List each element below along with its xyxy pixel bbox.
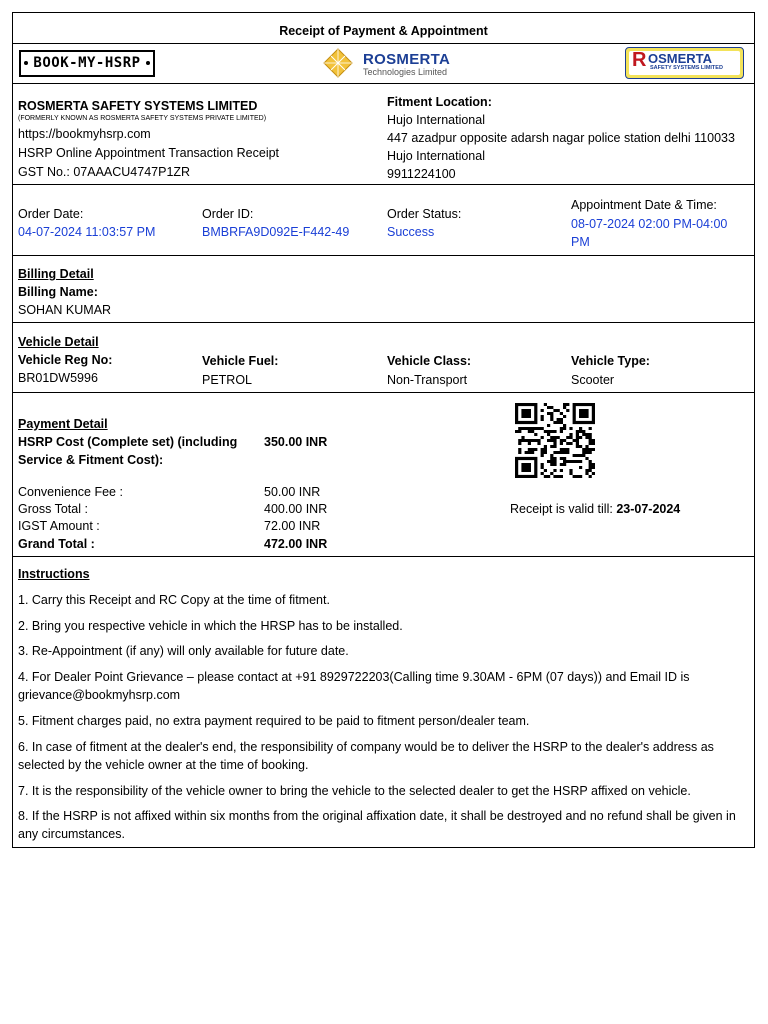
receipt-validity [510, 502, 680, 516]
instruction-item: 1. Carry this Receipt and RC Copy at the time of fitment. [18, 593, 330, 607]
billing-name-value: SOHAN KUMAR [18, 303, 112, 317]
order-date-value: 04-07-2024 11:03:57 PM [18, 225, 156, 239]
instruction-item: 6. In case of fitment at the dealer's end, the responsibility of company would be to deliver the HSRP to the dealer's address as selected by the vehicle owner at the time of booking. [18, 740, 714, 772]
vehicle-fuel-label: Vehicle Fuel: [202, 354, 279, 368]
fitment-name-2: Hujo International [387, 149, 485, 163]
order-id-value: BMBRFA9D092E-F442-49 [202, 225, 350, 239]
instructions-heading: Instructions [18, 567, 90, 581]
logo-bar [13, 44, 754, 84]
appointment-label: Appointment Date & Time: [571, 198, 717, 212]
rosmerta-safety-logo [625, 47, 744, 79]
book-my-hsrp-logo: BOOK-MY-HSRP [19, 50, 155, 77]
hsrp-cost-value: 350.00 INR [264, 435, 328, 449]
vehicle-heading: Vehicle Detail [18, 335, 99, 349]
billing-name-label: Billing Name: [18, 285, 98, 299]
payment-heading: Payment Detail [18, 417, 108, 431]
company-formerly: (FORMERLY KNOWN AS ROSMERTA SAFETY SYSTEMS PRIVATE LIMITED) [18, 115, 267, 122]
igst-value: 72.00 INR [264, 519, 321, 533]
vehicle-class-value: Non-Transport [387, 373, 468, 387]
rosmerta-safety-name: OSMERTA [648, 51, 713, 66]
instruction-item: 4. For Dealer Point Grievance – please contact at +91 8929722203(Calling time 9.30AM - 6PM (07 days)) and Email ID is grievance@bookmyhsrp.com [18, 670, 690, 702]
order-section [13, 185, 754, 256]
fitment-name: Hujo International [387, 113, 485, 127]
instruction-item: 2. Bring you respective vehicle in which the HRSP has to be installed. [18, 619, 403, 633]
instructions-section [13, 557, 754, 847]
billing-heading: Billing Detail [18, 267, 94, 281]
company-section [13, 84, 754, 185]
receipt-type: HSRP Online Appointment Transaction Receipt [18, 146, 280, 160]
vehicle-class-label: Vehicle Class: [387, 354, 472, 368]
vehicle-section [13, 323, 754, 393]
rosmerta-diamond-icon [323, 48, 353, 78]
appointment-value: 08-07-2024 02:00 PM-04:00 [571, 217, 728, 231]
vehicle-reg-label: Vehicle Reg No: [18, 353, 113, 367]
gross-total-value: 400.00 INR [264, 502, 328, 516]
instruction-item: 3. Re-Appointment (if any) will only available for future date. [18, 644, 349, 658]
receipt-title: Receipt of Payment & Appointment [13, 13, 754, 44]
appointment-value-cont: PM [571, 235, 590, 249]
receipt-valid-label: Receipt is valid till: [510, 502, 613, 516]
fitment-phone: 9911224100 [387, 167, 456, 181]
gross-total-label: Gross Total : [18, 502, 88, 516]
rosmerta-tech-sub: Technologies Limited [363, 67, 448, 77]
order-date-label: Order Date: [18, 207, 84, 221]
vehicle-type-label: Vehicle Type: [571, 354, 650, 368]
rosmerta-r-mark: R [632, 49, 647, 71]
instruction-item: 8. If the HSRP is not affixed within six months from the original affixation date, it shall be destroyed and no refund shall be given in any circumstances. [18, 809, 736, 841]
instruction-item: 5. Fitment charges paid, no extra payment required to be paid to fitment person/dealer team. [18, 714, 530, 728]
rosmerta-safety-sub: SAFETY SYSTEMS LIMITED [650, 65, 723, 71]
fitment-address: 447 azadpur opposite adarsh nagar police station delhi 110033 [387, 131, 735, 145]
receipt-valid-date: 23-07-2024 [616, 502, 681, 516]
grand-total-value: 472.00 INR [264, 537, 328, 551]
fitment-location-label: Fitment Location: [387, 95, 492, 109]
company-name: ROSMERTA SAFETY SYSTEMS LIMITED [18, 99, 258, 113]
igst-label: IGST Amount : [18, 519, 100, 533]
order-id-label: Order ID: [202, 207, 254, 221]
company-website[interactable]: https://bookmyhsrp.com [18, 127, 151, 141]
vehicle-reg-value: BR01DW5996 [18, 371, 98, 385]
gst-number: GST No.: 07AAACU4747P1ZR [18, 165, 191, 179]
rosmerta-tech-name: ROSMERTA [363, 51, 451, 68]
qr-code [515, 403, 595, 478]
convenience-fee-label: Convenience Fee : [18, 485, 123, 499]
order-status-value: Success [387, 225, 435, 239]
hsrp-cost-label-cont: Service & Fitment Cost): [18, 453, 164, 467]
instruction-item: 7. It is the responsibility of the vehicle owner to bring the vehicle to the selected dealer to get the HSRP affixed on vehicle. [18, 784, 691, 798]
vehicle-fuel-value: PETROL [202, 373, 253, 387]
hsrp-cost-label: HSRP Cost (Complete set) (including [18, 435, 238, 449]
vehicle-type-value: Scooter [571, 373, 615, 387]
billing-section [13, 256, 754, 323]
receipt [12, 12, 755, 848]
payment-section [13, 393, 754, 557]
grand-total-label: Grand Total : [18, 537, 95, 551]
convenience-fee-value: 50.00 INR [264, 485, 321, 499]
order-status-label: Order Status: [387, 207, 462, 221]
rosmerta-technologies-logo [323, 46, 458, 80]
